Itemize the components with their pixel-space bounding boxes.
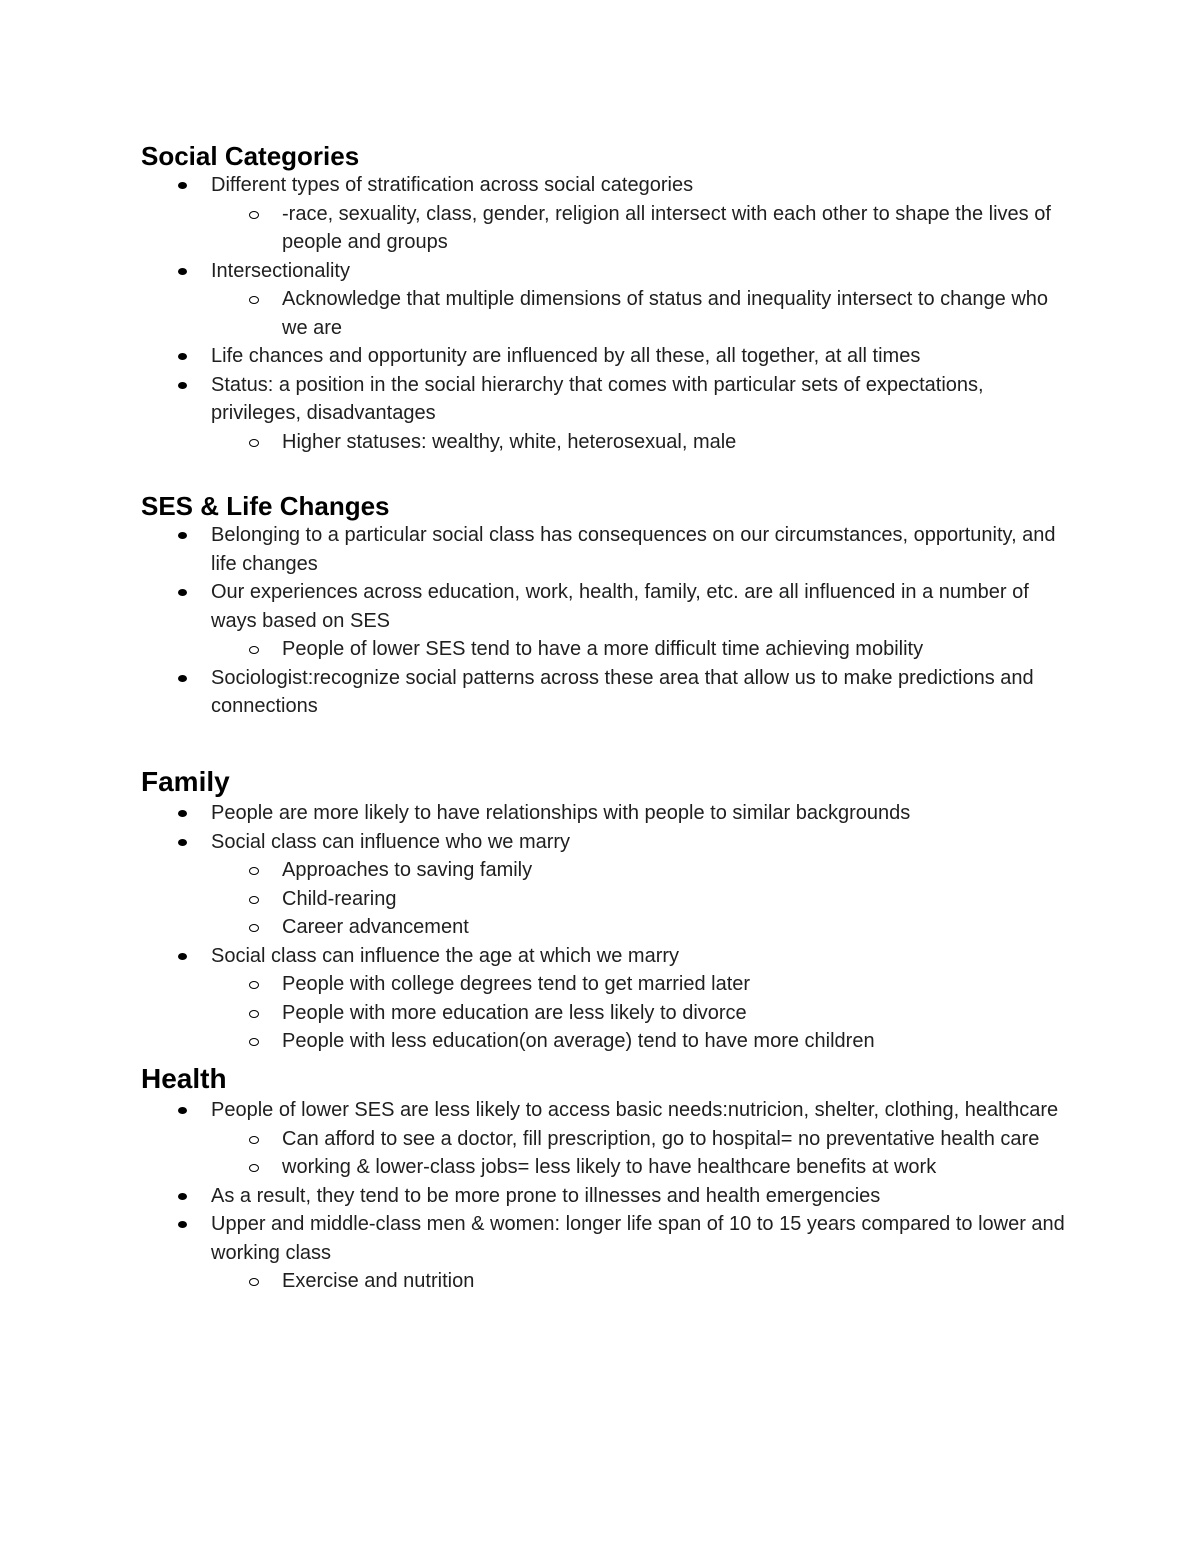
hollow-bullet-icon: [249, 1164, 259, 1172]
hollow-bullet-icon: [249, 896, 259, 904]
section-health: [141, 1063, 1071, 1296]
list-item: Social class can influence the age at which we marry: [141, 942, 1071, 971]
filled-bullet-icon: [178, 1193, 187, 1200]
hollow-bullet-icon: [249, 1010, 259, 1018]
list-item: Intersectionality: [141, 257, 1071, 286]
hollow-bullet-icon: [249, 924, 259, 932]
list-item: People of lower SES are less likely to access basic needs:nutricion, shelter, clothing, healthcare: [141, 1096, 1071, 1125]
section-heading: SES & Life Changes: [141, 491, 390, 521]
list-item: Can afford to see a doctor, fill prescription, go to hospital= no preventative health care: [141, 1125, 1071, 1154]
bullet-list: [141, 521, 1071, 721]
section-ses-life-changes: [141, 491, 1071, 721]
list-item: Acknowledge that multiple dimensions of status and inequality intersect to change who we are: [141, 285, 1071, 342]
filled-bullet-icon: [178, 810, 187, 817]
list-item: People of lower SES tend to have a more difficult time achieving mobility: [141, 635, 1071, 664]
hollow-bullet-icon: [249, 439, 259, 447]
list-item: working & lower-class jobs= less likely to have healthcare benefits at work: [141, 1153, 1071, 1182]
hollow-bullet-icon: [249, 1136, 259, 1144]
list-item: Sociologist:recognize social patterns across these area that allow us to make predictions and connections: [141, 664, 1071, 721]
list-item: Child-rearing: [141, 885, 1071, 914]
filled-bullet-icon: [178, 953, 187, 960]
hollow-bullet-icon: [249, 211, 259, 219]
list-item: People with more education are less likely to divorce: [141, 999, 1071, 1028]
list-item: Our experiences across education, work, health, family, etc. are all influenced in a number of ways based on SES: [141, 578, 1071, 635]
section-family: [141, 766, 1071, 1056]
hollow-bullet-icon: [249, 981, 259, 989]
list-item: Belonging to a particular social class has consequences on our circumstances, opportunity, and life changes: [141, 521, 1071, 578]
bullet-list: [141, 171, 1071, 456]
section-social-categories: [141, 141, 1071, 456]
list-item: Approaches to saving family: [141, 856, 1071, 885]
section-heading: Health: [141, 1063, 227, 1094]
list-item: Career advancement: [141, 913, 1071, 942]
filled-bullet-icon: [178, 268, 187, 275]
list-item: Exercise and nutrition: [141, 1267, 1071, 1296]
hollow-bullet-icon: [249, 1278, 259, 1286]
bullet-list: [141, 1096, 1071, 1296]
section-heading: Family: [141, 766, 230, 797]
filled-bullet-icon: [178, 839, 187, 846]
list-item: -race, sexuality, class, gender, religion all intersect with each other to shape the lives of people and groups: [141, 200, 1071, 257]
list-item: Status: a position in the social hierarchy that comes with particular sets of expectations, privileges, disadvantages: [141, 371, 1071, 428]
filled-bullet-icon: [178, 382, 187, 389]
list-item: Social class can influence who we marry: [141, 828, 1071, 857]
filled-bullet-icon: [178, 1221, 187, 1228]
filled-bullet-icon: [178, 589, 187, 596]
filled-bullet-icon: [178, 353, 187, 360]
list-item: People with college degrees tend to get married later: [141, 970, 1071, 999]
filled-bullet-icon: [178, 182, 187, 189]
hollow-bullet-icon: [249, 1038, 259, 1046]
list-item: Higher statuses: wealthy, white, heterosexual, male: [141, 428, 1071, 457]
list-item: As a result, they tend to be more prone to illnesses and health emergencies: [141, 1182, 1071, 1211]
list-item: Life chances and opportunity are influenced by all these, all together, at all times: [141, 342, 1071, 371]
list-item: Upper and middle-class men & women: longer life span of 10 to 15 years compared to lower and working class: [141, 1210, 1071, 1267]
list-item: Different types of stratification across social categories: [141, 171, 1071, 200]
filled-bullet-icon: [178, 1107, 187, 1114]
list-item: People are more likely to have relationships with people to similar backgrounds: [141, 799, 1071, 828]
filled-bullet-icon: [178, 532, 187, 539]
section-heading: Social Categories: [141, 141, 360, 171]
filled-bullet-icon: [178, 675, 187, 682]
hollow-bullet-icon: [249, 646, 259, 654]
hollow-bullet-icon: [249, 296, 259, 304]
hollow-bullet-icon: [249, 867, 259, 875]
list-item: People with less education(on average) tend to have more children: [141, 1027, 1071, 1056]
bullet-list: [141, 799, 1071, 1056]
